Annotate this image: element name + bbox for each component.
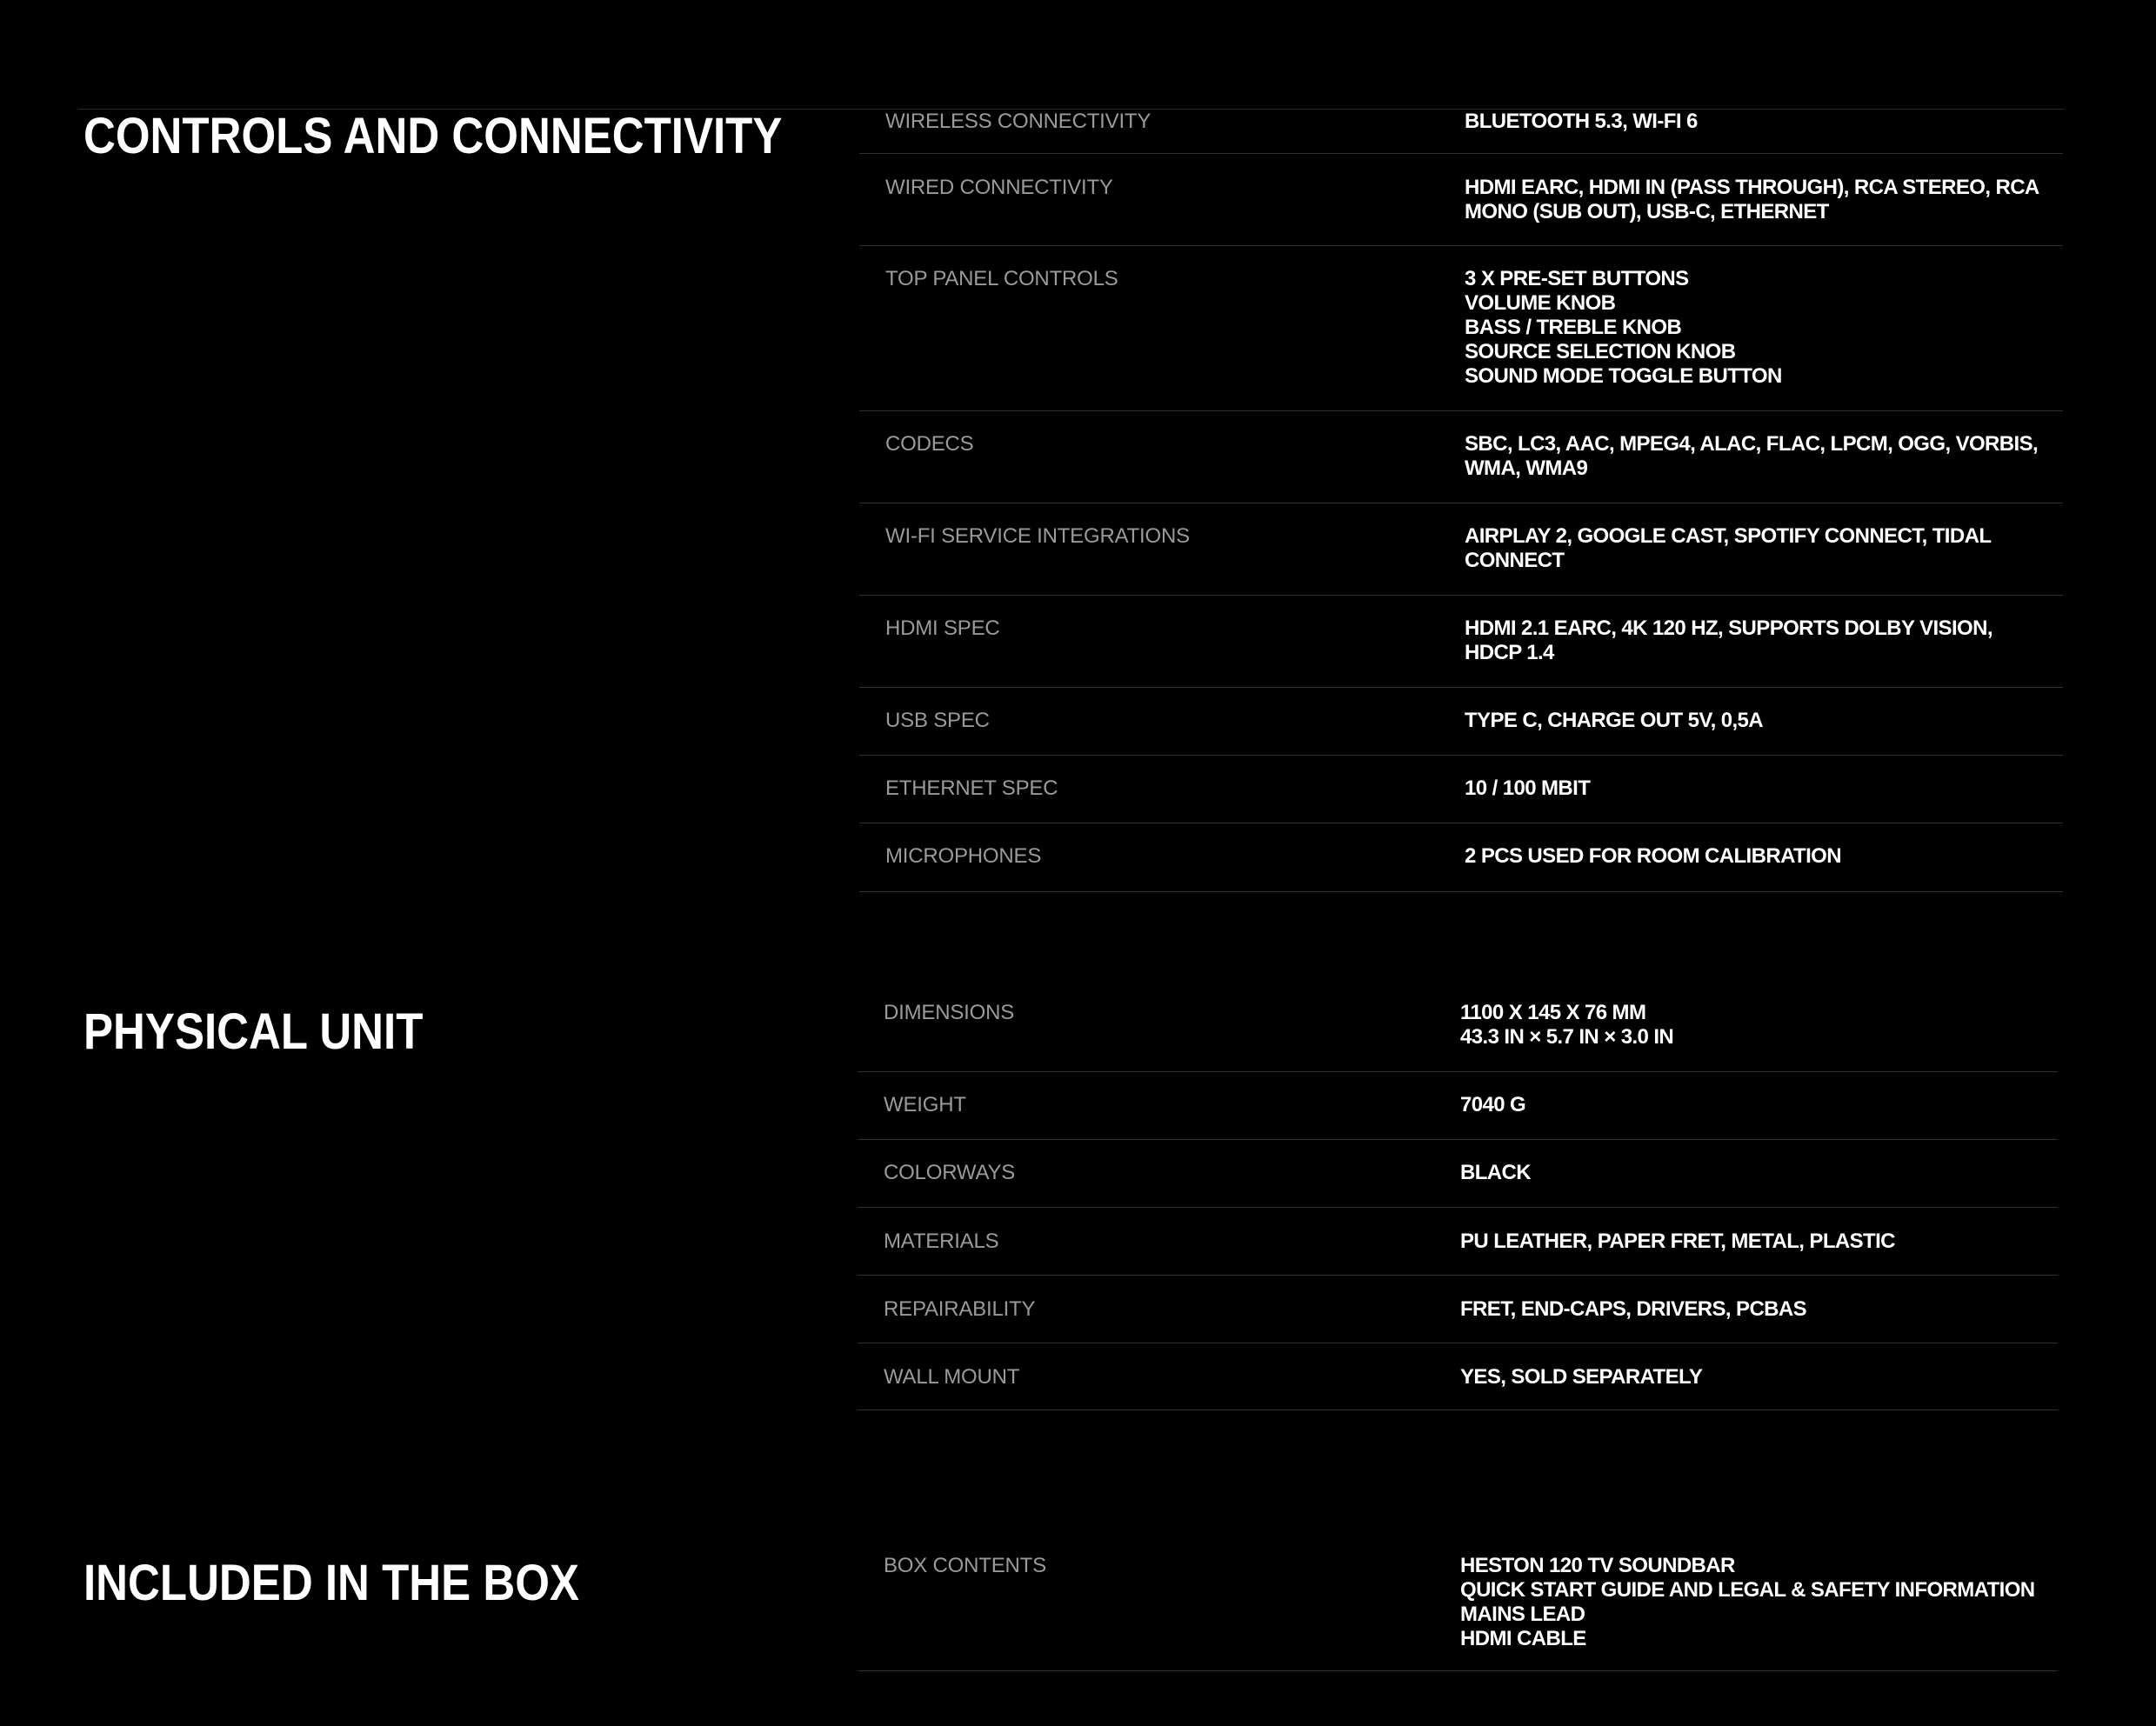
spec-value: HDMI 2.1 EARC, 4K 120 HZ, SUPPORTS DOLBY VISION, HDCP 1.4	[1465, 616, 1992, 664]
spec-label: CODECS	[885, 432, 974, 456]
spec-row-microphones	[859, 823, 2063, 892]
spec-row-wall-mount	[858, 1343, 2058, 1410]
spec-value: FRET, END-CAPS, DRIVERS, PCBAS	[1460, 1297, 1807, 1321]
spec-label: COLORWAYS	[884, 1161, 1016, 1184]
spec-table-included-in-box	[858, 1536, 2058, 1671]
spec-row-materials	[858, 1208, 2058, 1276]
section-title-controls-connectivity: CONTROLS AND CONNECTIVITY	[83, 108, 783, 164]
spec-row-colorways	[858, 1140, 2058, 1208]
spec-value: HESTON 120 TV SOUNDBAR QUICK START GUIDE AND LEGAL & SAFETY INFORMATION MAINS LEAD HDMI CABLE	[1460, 1554, 2035, 1650]
section-title-physical-unit: PHYSICAL UNIT	[83, 1003, 424, 1060]
spec-value: 10 / 100 MBIT	[1465, 776, 1591, 800]
spec-row-repairability	[858, 1276, 2058, 1343]
spec-row-usb-spec	[859, 688, 2063, 756]
spec-row-wifi-service-integrations	[859, 503, 2063, 596]
spec-value: 7040 G	[1460, 1093, 1526, 1116]
spec-value: BLACK	[1460, 1161, 1531, 1184]
spec-label: WALL MOUNT	[884, 1365, 1020, 1389]
spec-label: MATERIALS	[884, 1230, 999, 1253]
spec-value: 1100 X 145 X 76 MM 43.3 IN × 5.7 IN × 3.0 IN	[1460, 1001, 1674, 1049]
spec-table-physical-unit	[858, 983, 2058, 1410]
spec-label: WI-FI SERVICE INTEGRATIONS	[885, 524, 1190, 548]
spec-row-hdmi-spec	[859, 596, 2063, 688]
spec-row-box-contents	[858, 1536, 2058, 1671]
spec-label: REPAIRABILITY	[884, 1297, 1036, 1321]
spec-label: DIMENSIONS	[884, 1001, 1015, 1024]
spec-label: WIRED CONNECTIVITY	[885, 176, 1113, 199]
spec-row-weight	[858, 1072, 2058, 1140]
spec-label: WIRELESS CONNECTIVITY	[885, 110, 1151, 133]
spec-label: ETHERNET SPEC	[885, 776, 1058, 800]
spec-value: SBC, LC3, AAC, MPEG4, ALAC, FLAC, LPCM, OGG, VORBIS, WMA, WMA9	[1465, 432, 2039, 480]
spec-label: BOX CONTENTS	[884, 1554, 1046, 1577]
section-title-included-in-box: INCLUDED IN THE BOX	[83, 1555, 579, 1611]
spec-row-wired-connectivity	[859, 154, 2063, 246]
spec-label: WEIGHT	[884, 1093, 966, 1116]
spec-value: 2 PCS USED FOR ROOM CALIBRATION	[1465, 844, 1841, 868]
spec-value: TYPE C, CHARGE OUT 5V, 0,5A	[1465, 709, 1764, 732]
spec-value: PU LEATHER, PAPER FRET, METAL, PLASTIC	[1460, 1230, 1895, 1253]
spec-value: HDMI EARC, HDMI IN (PASS THROUGH), RCA STEREO, RCA MONO (SUB OUT), USB-C, ETHERNET	[1465, 176, 2039, 223]
spec-row-codecs	[859, 411, 2063, 503]
spec-row-top-panel-controls	[859, 246, 2063, 411]
spec-value: 3 X PRE-SET BUTTONS VOLUME KNOB BASS / TREBLE KNOB SOURCE SELECTION KNOB SOUND MODE TOGGLE BUTTON	[1465, 267, 1782, 388]
spec-label: TOP PANEL CONTROLS	[885, 267, 1118, 290]
spec-label: HDMI SPEC	[885, 616, 1000, 640]
spec-value: AIRPLAY 2, GOOGLE CAST, SPOTIFY CONNECT, TIDAL CONNECT	[1465, 524, 1992, 572]
spec-row-ethernet-spec	[859, 756, 2063, 823]
spec-value: BLUETOOTH 5.3, WI-FI 6	[1465, 110, 1698, 133]
spec-label: USB SPEC	[885, 709, 990, 732]
spec-row-wireless-connectivity	[859, 110, 2063, 154]
spec-table-controls-connectivity	[859, 110, 2063, 892]
spec-row-dimensions	[858, 983, 2058, 1072]
spec-label: MICROPHONES	[885, 844, 1042, 868]
spec-value: YES, SOLD SEPARATELY	[1460, 1365, 1703, 1389]
